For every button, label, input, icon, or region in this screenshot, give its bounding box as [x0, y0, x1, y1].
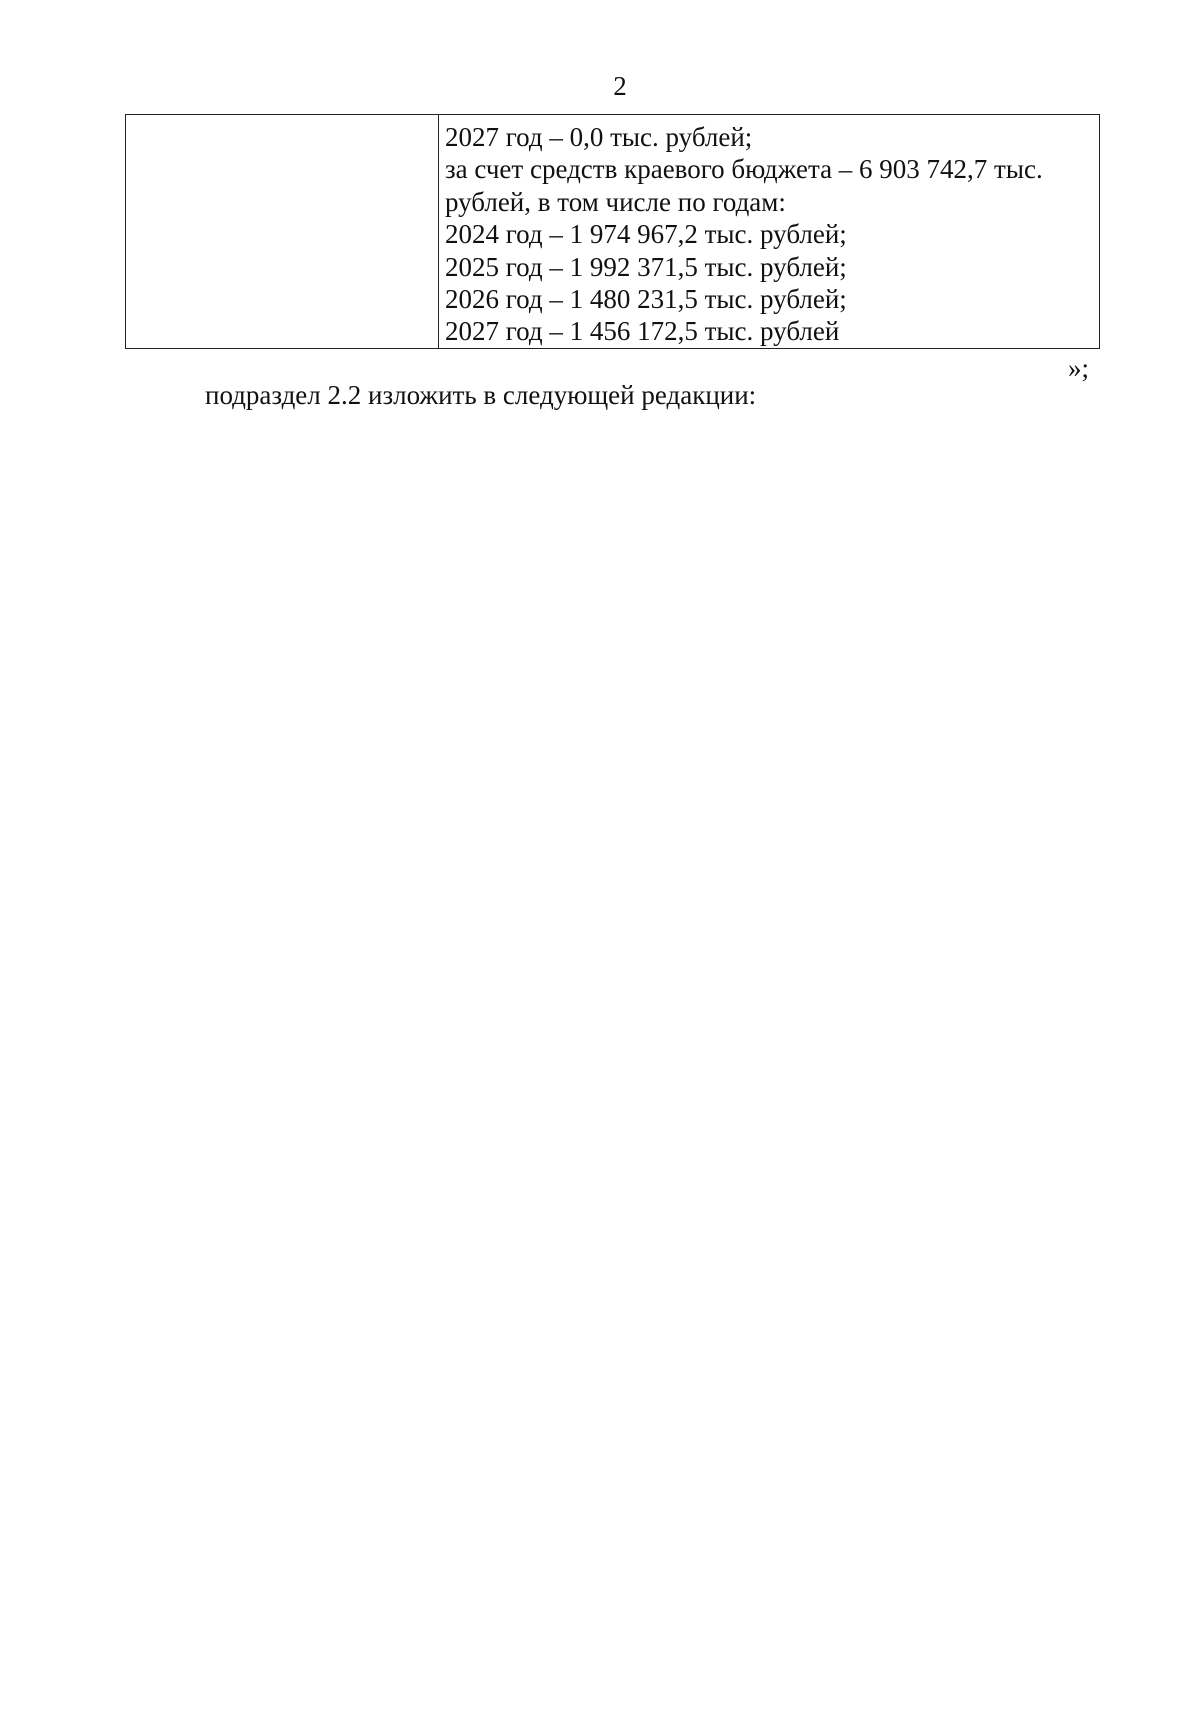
table-row	[126, 115, 1100, 349]
page-number: 2	[613, 71, 627, 101]
funding-lines	[439, 115, 1099, 348]
body-paragraph: подраздел 2.2 изложить в следующей редакции:	[205, 380, 757, 410]
funding-line: 2025 год – 1 992 371,5 тыс. рублей;	[445, 251, 847, 282]
funding-line: 2027 год – 0,0 тыс. рублей;	[445, 122, 753, 152]
funding-line: 2024 год – 1 974 967,2 тыс. рублей;	[445, 219, 847, 250]
funding-line: 2027 год – 1 456 172,5 тыс. рублей	[445, 316, 840, 347]
funding-line: рублей, в том числе по годам:	[445, 186, 786, 217]
table-cell-right	[439, 115, 1100, 349]
passport-table	[125, 114, 1100, 349]
table-cell-left	[126, 115, 439, 349]
closing-quote: »;	[1068, 353, 1090, 383]
funding-line: за счет средств краевого бюджета – 6 903 742,7 тыс.	[445, 154, 1043, 185]
funding-line: 2026 год – 1 480 231,5 тыс. рублей;	[445, 284, 847, 315]
